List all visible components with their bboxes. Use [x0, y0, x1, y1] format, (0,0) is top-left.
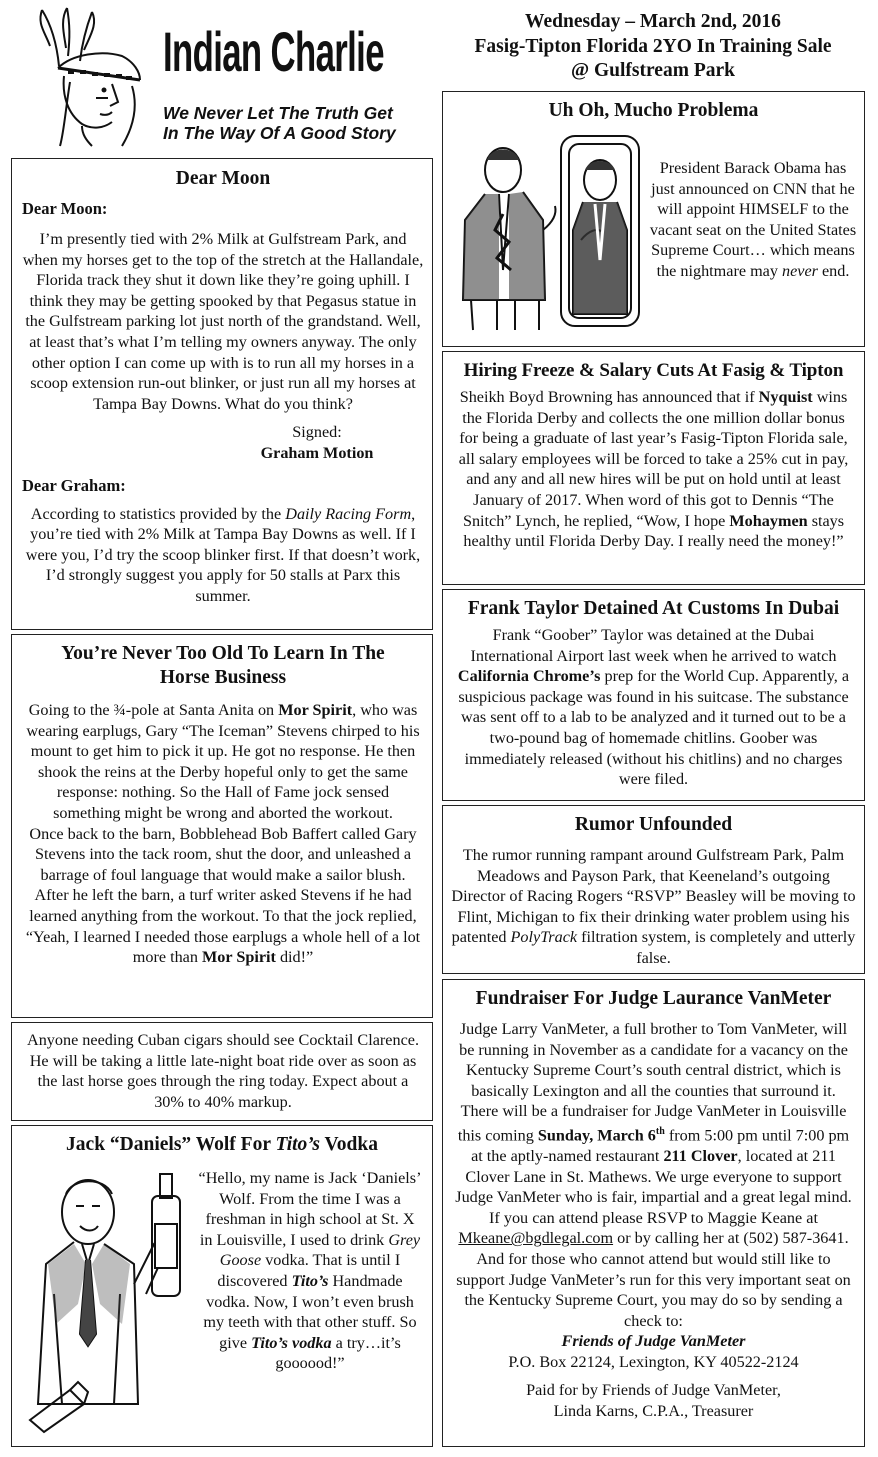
- never-too-old-box: [11, 634, 433, 1018]
- quote-4: a try…it’s goooood!”: [275, 1333, 401, 1373]
- reply-source: Daily Racing Form: [285, 504, 412, 523]
- rumor-heading: Rumor Unfounded: [574, 814, 733, 835]
- titos-quote: [198, 1168, 422, 1374]
- never-too-old-p2: Once back to the barn, Bobblehead Bob Baffert called Gary Stevens into the tack room, shut the door, and unleashed a barrage of foul language that would make a sailor blush.: [29, 824, 417, 884]
- fr-c: , located at 211 Clover Lane in St. Mathews. We urge everyone to support Judge VanMeter who is fair, impartial and a great legal mind. If you can attend please RSVP to Maggie Keane at: [455, 1146, 852, 1227]
- obama-heading: Uh Oh, Mucho Problema: [548, 100, 759, 121]
- reply-text-2: , you’re tied with 2% Milk at Tampa Bay Downs as well. If I were you, I’d try the scoop blinker first. If that doesn’t work, I’d strongly suggest you apply for 50 stalls at Parx this summer.: [25, 504, 421, 605]
- issue-event: Fasig-Tipton Florida 2YO In Training Sale: [474, 35, 832, 57]
- rumor-a: The rumor running rampant around Gulfstream Park, Palm Meadows and Payson Park, that Keeneland’s outgoing Director of Racing Rogers “RSVP” Beasley will be moving to Flint, Michigan to fix their drinking water problem using his patented: [451, 846, 856, 947]
- dear-moon-salutation: Dear Moon:: [22, 199, 108, 218]
- fr-paid-1: Paid for by Friends of Judge VanMeter,: [526, 1381, 781, 1400]
- titos-heading-1: Jack “Daniels” Wolf For: [66, 1134, 271, 1155]
- cigars-text: Anyone needing Cuban cigars should see Cocktail Clarence. He will be taking a little late-night boat ride over as soon as the last horse goes through the ring today. Expect about a 30% to 40% markup.: [27, 1031, 419, 1111]
- hf-b: wins the Florida Derby and collects the one million dollar bonus for being a graduate of last year’s Fasig-Tipton Florida sale, all salary employees will be forced to take a 25% cut in pay, and any and all new hires will be put on hold until at least January of 2017. When word of this got to Dennis “The Snitch” Lynch, he replied, “Wow, I hope: [458, 388, 849, 530]
- frank-taylor-box: [442, 589, 865, 801]
- masthead-tagline: [163, 103, 396, 143]
- obama-box: [442, 91, 865, 347]
- obama-never: never: [782, 261, 818, 280]
- masthead-logo: [12, 6, 162, 152]
- titos-heading-brand: Tito’s: [275, 1134, 320, 1155]
- reply-text-1: According to statistics provided by the: [30, 504, 282, 523]
- cigars-box: [11, 1022, 433, 1121]
- dear-moon-heading: Dear Moon: [175, 168, 271, 189]
- issue-header: [442, 10, 864, 84]
- obama-text-b: end.: [822, 261, 850, 280]
- signer-name: Graham Motion: [260, 443, 374, 462]
- fr-day-sup: th: [655, 1125, 665, 1137]
- fr-day: Sunday, March 6: [537, 1126, 656, 1145]
- titos-heading: [20, 1133, 424, 1157]
- frank-taylor-heading: Frank Taylor Detained At Customs In Dubai: [467, 598, 840, 619]
- quote-2: vodka. That is until I discovered: [217, 1251, 401, 1290]
- hiring-freeze-box: [442, 351, 865, 585]
- horse-name-2: Mor Spirit: [202, 948, 276, 967]
- quote-1: “Hello, my name is Jack ‘Daniels’ Wolf. From the time I was a freshman in high school at St. X in Louisville, I used to drink: [198, 1169, 422, 1249]
- nyquist: Nyquist: [758, 388, 813, 406]
- never-too-old-heading-1: You’re Never Too Old To Learn In The: [61, 643, 385, 664]
- frank-taylor-text: [451, 625, 856, 790]
- fr-payee: Friends of Judge VanMeter: [561, 1332, 746, 1351]
- fr-d: or by calling her at (502) 587-3641. And for those who cannot attend but would still like to support Judge VanMeter’s run for this very important seat on the Kentucky Supreme Court, you may do so by sending a check to:: [456, 1229, 851, 1330]
- ft-a: Frank “Goober” Taylor was detained at the Dubai International Airport last week when he arrived to watch: [470, 626, 837, 665]
- never-too-old-p3: [22, 885, 424, 967]
- ft-b: prep for the World Cup. Apparently, a suspicious package was found in his suitcase. The substance was sent off to a lab to be analyzed and it turned out to be a two-pound bag of homemade chitlins. Goober was immediately released (without his chitlins) and no charges were filed.: [458, 667, 850, 789]
- horse-name: Mor Spirit: [278, 701, 353, 719]
- fr-email[interactable]: Mkeane@bgdlegal.com: [458, 1229, 614, 1248]
- fundraiser-box: [442, 979, 865, 1447]
- fr-b: from 5:00 pm until 7:00 pm at the aptly-named restaurant: [471, 1126, 850, 1165]
- wolf-vodka-cartoon-icon: [26, 1164, 186, 1434]
- fundraiser-text: [451, 1019, 856, 1331]
- p3-b: did!”: [279, 948, 314, 967]
- dear-moon-letter: I’m presently tied with 2% Milk at Gulfstream Park, and when my horses get to the top of the stretch at the Hallandale, Florida track they shut it down like they’re going uphill. I think they may be getting spooked by that Pegasus statue in the Gulfstream parking lot just north of the grandstand. Well, at least that’s what I’m telling my owners anyway. The only other option I can come up with is to run all my horses in a scoop extension run-out blinker, or just run all my horses at Tampa Bay Downs. What do you think?: [22, 230, 424, 413]
- grey-goose: Grey Goose: [219, 1230, 421, 1270]
- titos-brand: Tito’s: [291, 1271, 329, 1290]
- dear-moon-box: [11, 158, 433, 630]
- p1-b: , who was wearing earplugs, Gary “The Iceman” Stevens chirped to his mount to get him to pick it up. He got no response. He then shook the reins at the Derby hopeful only to get the same response: nothing. So the Hall of Fame jock sensed something might be wrong and aborted the workout.: [26, 701, 420, 822]
- fr-address: P.O. Box 22124, Lexington, KY 40522-2124: [508, 1352, 799, 1371]
- california-chrome: California Chrome’s: [457, 667, 601, 686]
- titos-heading-2: Vodka: [324, 1134, 378, 1155]
- never-too-old-p1: [22, 700, 424, 824]
- issue-date: Wednesday – March 2nd, 2016: [525, 11, 781, 32]
- tagline-line-2: In The Way Of A Good Story: [163, 123, 396, 143]
- p1-a: Going to the ¾-pole at Santa Anita on: [28, 701, 275, 719]
- titos-box: [11, 1125, 433, 1447]
- obama-mirror-cartoon-icon: [457, 130, 643, 336]
- rumor-box: [442, 805, 865, 974]
- hiring-freeze-text: [451, 387, 856, 552]
- p3-a: After he left the barn, a turf writer asked Stevens if he had learned anything from the workout. To that the jock replied, “Yeah, I learned I needed those earplugs a whole hell of a lot more than: [25, 886, 421, 967]
- fr-paid-2: Linda Karns, C.P.A., Treasurer: [553, 1402, 754, 1421]
- signed-label: Signed:: [292, 423, 342, 442]
- chief-logo-icon: [12, 6, 162, 152]
- rumor-text: [451, 845, 856, 969]
- polytrack: PolyTrack: [510, 928, 578, 947]
- obama-text-a: President Barack Obama has just announced on CNN that he will appoint HIMSELF to the vacant seat on the United States Supreme Court… which means the nightmare may: [649, 159, 857, 280]
- mohaymen: Mohaymen: [729, 511, 808, 530]
- masthead-title: Indian Charlie: [163, 20, 384, 83]
- fr-restaurant: 211 Clover: [663, 1146, 738, 1165]
- hf-a: Sheikh Boyd Browning has announced that if: [459, 388, 755, 406]
- titos-vodka: Tito’s vodka: [251, 1333, 332, 1352]
- reply-text: [22, 504, 424, 607]
- tagline-line-1: We Never Let The Truth Get: [163, 103, 393, 123]
- hiring-freeze-heading: Hiring Freeze & Salary Cuts At Fasig & Tipton: [463, 360, 844, 381]
- titos-quote-text: [198, 1168, 422, 1374]
- issue-venue: @ Gulfstream Park: [570, 60, 735, 81]
- fr-a: Judge Larry VanMeter, a full brother to Tom VanMeter, will be running in November as a candidate for a vacancy on the Kentucky Supreme Court’s south central district, which is basically Lexington and all the counties that surround it. There will be a fundraiser for Judge VanMeter in Louisville this coming: [457, 1020, 848, 1145]
- never-too-old-heading-2: Horse Business: [159, 667, 287, 688]
- quote-3: Handmade vodka. Now, I won’t even brush my teeth with that other stuff. So give: [203, 1271, 417, 1352]
- obama-text: [649, 158, 857, 282]
- hf-c: stays healthy until Florida Derby Day. I really need the money!”: [463, 511, 845, 551]
- obama-text-wrap: [649, 158, 857, 282]
- fundraiser-heading: Fundraiser For Judge Laurance VanMeter: [475, 988, 832, 1009]
- reply-salutation: Dear Graham:: [22, 475, 126, 495]
- rumor-b: filtration system, is completely and utterly false.: [581, 928, 856, 967]
